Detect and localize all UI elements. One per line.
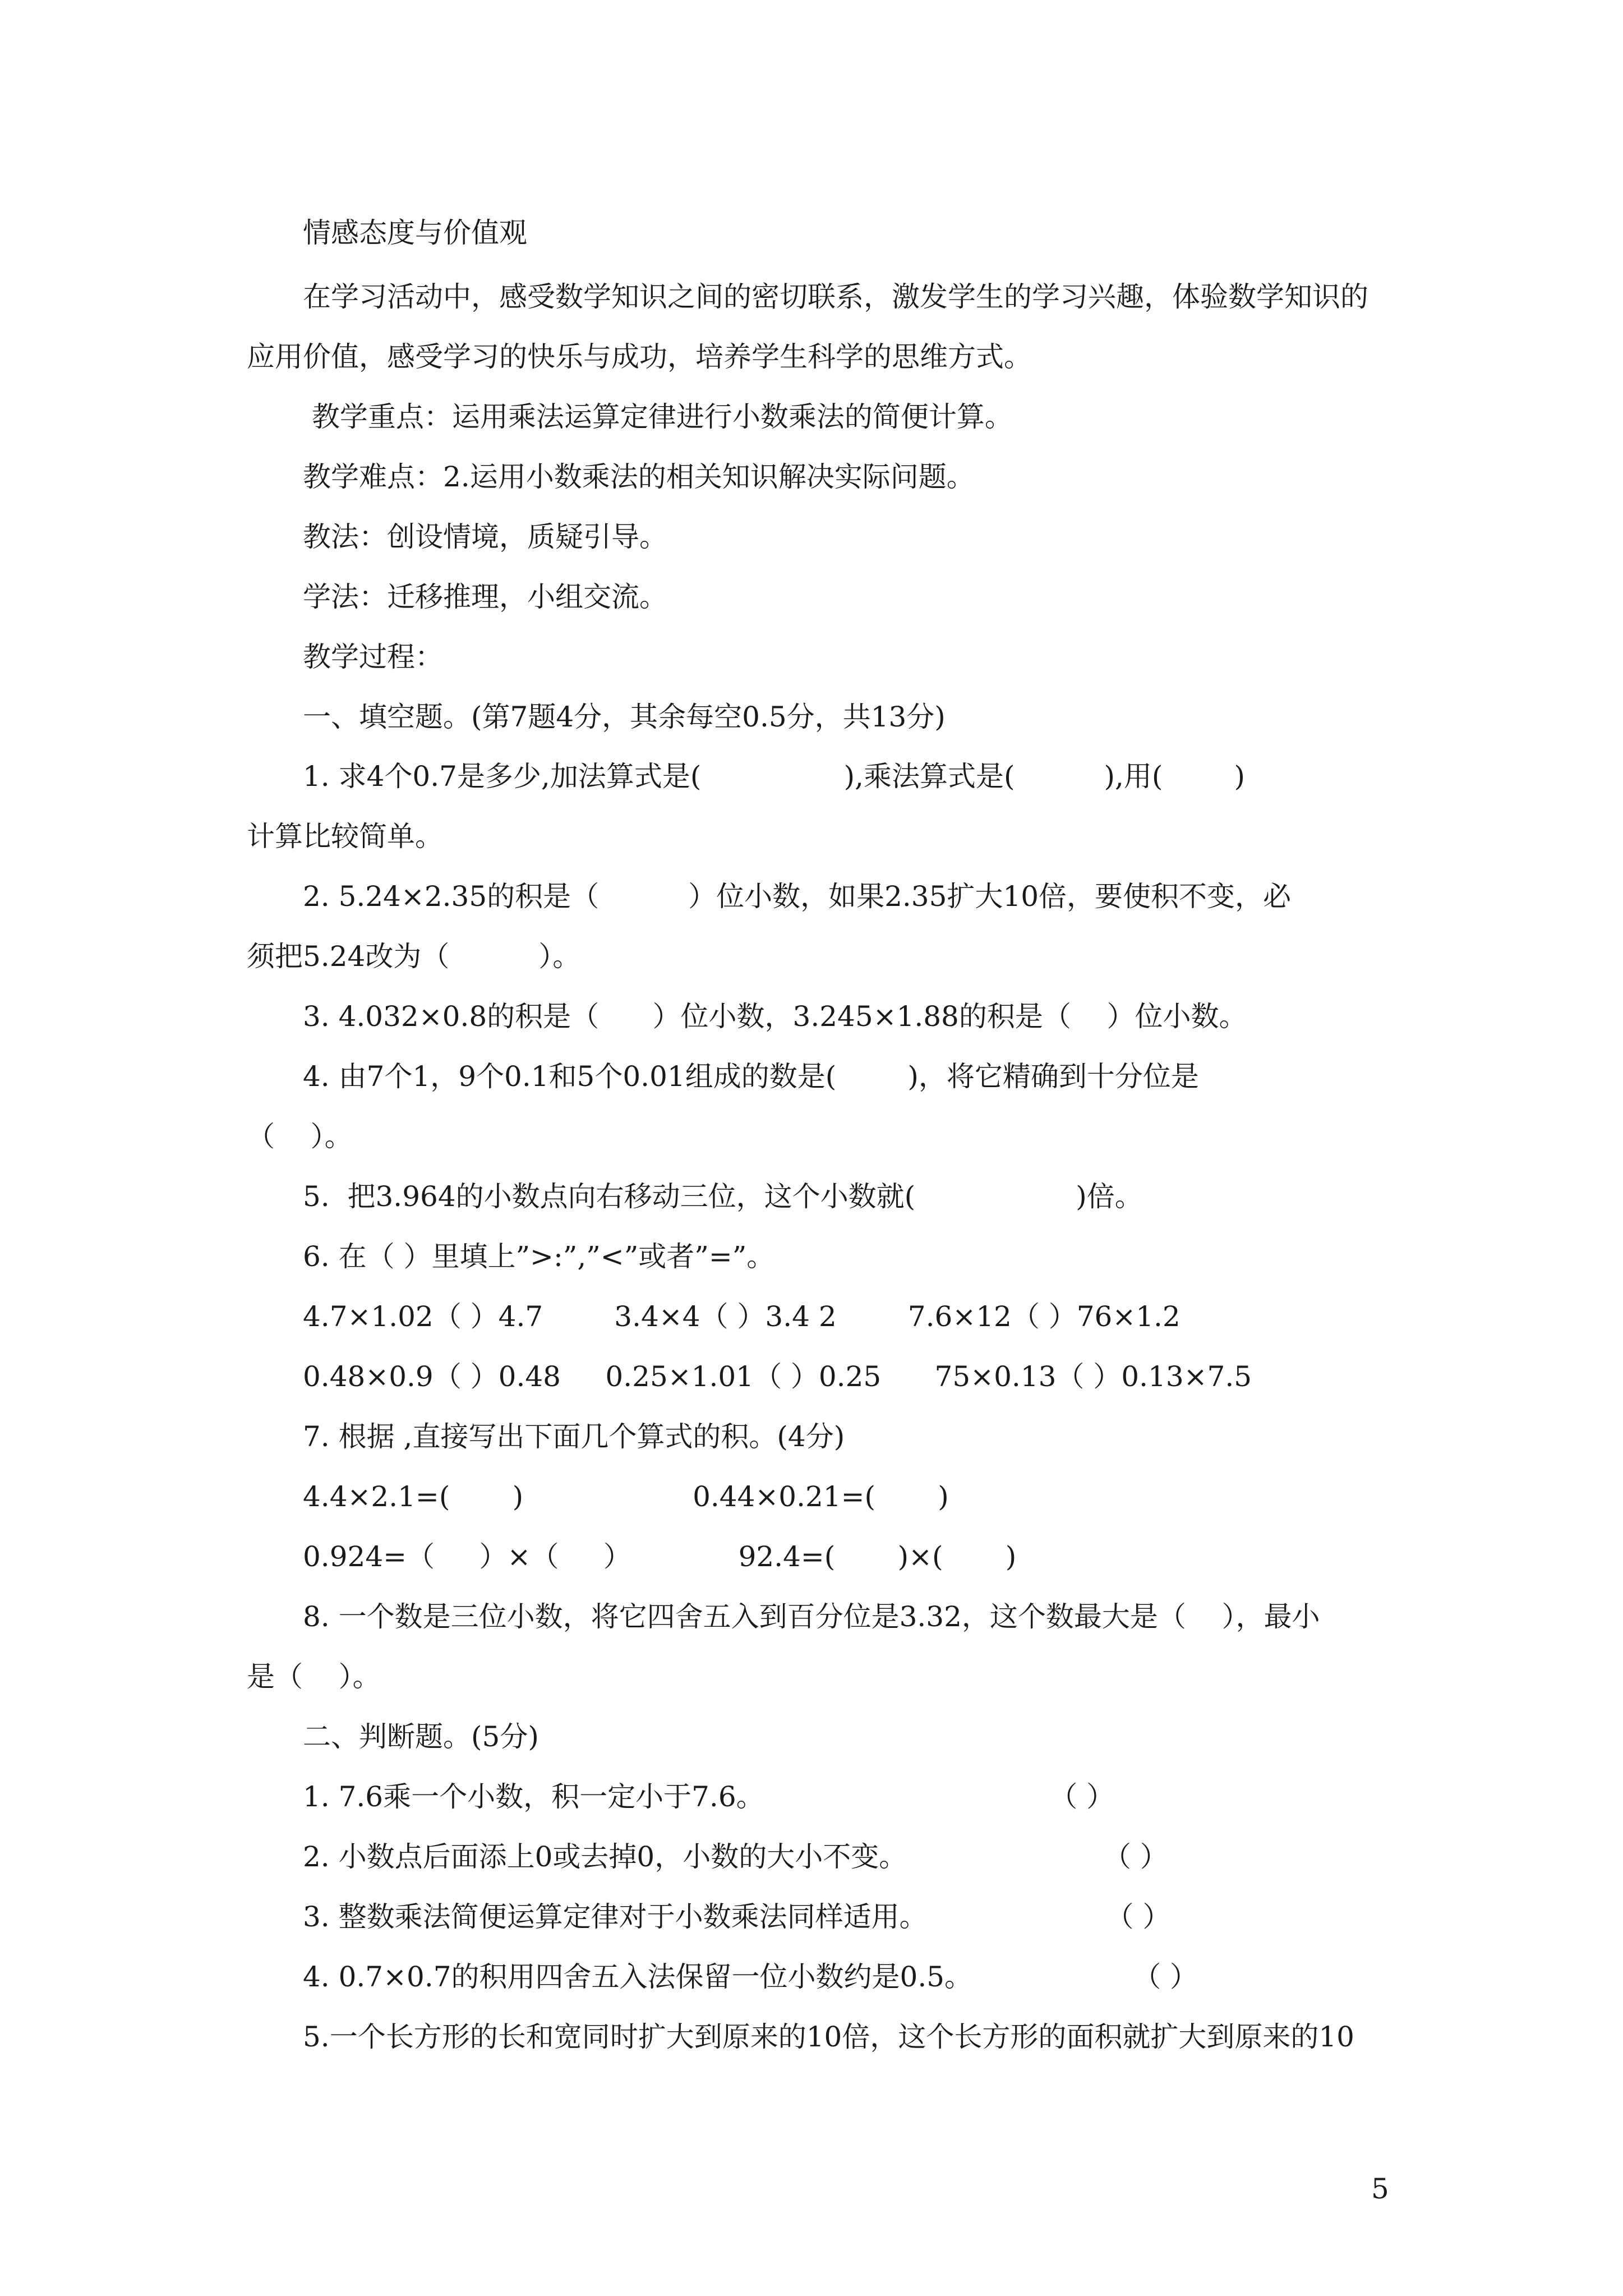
section-heading-attitude: 情感态度与价值观 [303,217,527,249]
comparison-row: 0.48×0.9（ ）0.48 0.25×1.01（ ）0.25 75×0.13（ ）0.13×7.5 [303,1360,1252,1393]
comparison-row: 4.7×1.02（ ）4.7 3.4×4（ ）3.4 2 7.6×12（ ）76×1.2 [303,1300,1181,1333]
question-line: 4. 由7个1，9个0.1和5个0.01组成的数是( )，将它精确到十分位是 [303,1060,1199,1093]
question-line: 2. 5.24×2.35的积是（ ）位小数，如果2.35扩大10倍，要使积不变，必 [303,880,1292,913]
question-line: 1. 求4个0.7是多少,加法算式是( ),乘法算式是( ),用( ) [303,760,1246,793]
question-line: 须把5.24改为（ ）。 [247,940,581,973]
judgement-item: 2. 小数点后面添上0或去掉0，小数的大小不变。 （ ） [303,1841,1168,1873]
question-line: （ ）。 [247,1120,353,1153]
judgement-item: 4. 0.7×0.7的积用四舍五入法保留一位小数约是0.5。 （ ） [303,1961,1198,1993]
question-line: 计算比较简单。 [247,820,443,853]
question-line: 7. 根据 ,直接写出下面几个算式的积。(4分) [303,1420,845,1453]
question-line: 8. 一个数是三位小数，将它四舍五入到百分位是3.32，这个数最大是（ ），最小 [303,1600,1320,1633]
teaching-difficulty: 教学难点：2.运用小数乘法的相关知识解决实际问题。 [303,461,975,493]
question-line: 是（ ）。 [247,1660,381,1693]
judgement-item: 3. 整数乘法简便运算定律对于小数乘法同样适用。 （ ） [303,1901,1171,1933]
paragraph-line: 在学习活动中，感受数学知识之间的密切联系，激发学生的学习兴趣，体验数学知识的 [303,280,1368,313]
product-row: 0.924=（ ）×（ ） 92.4=( )×( ) [303,1540,1017,1573]
paragraph-line: 应用价值，感受学习的快乐与成功，培养学生科学的思维方式。 [247,341,1032,373]
teaching-process: 教学过程： [303,641,443,673]
page-number: 5 [1371,2173,1389,2205]
question-line: 5. 把3.964的小数点向右移动三位，这个小数就( )倍。 [303,1180,1143,1213]
question-line: 3. 4.032×0.8的积是（ ）位小数，3.245×1.88的积是（ ）位小数。 [303,1000,1247,1033]
judgement-item: 5.一个长方形的长和宽同时扩大到原来的10倍，这个长方形的面积就扩大到原来的10 [303,2021,1354,2053]
teaching-focus: 教学重点：运用乘法运算定律进行小数乘法的简便计算。 [303,401,1013,433]
teaching-method: 教法：创设情境，质疑引导。 [303,521,667,553]
question-line: 6. 在（ ）里填上”>:”,”<”或者”=”。 [303,1240,775,1273]
section-heading-true-false: 二、判断题。(5分) [303,1720,539,1753]
section-heading-fill-blank: 一、填空题。(第7题4分，其余每空0.5分，共13分) [303,701,946,733]
product-row: 4.4×2.1=( ) 0.44×0.21=( ) [303,1480,949,1513]
learning-method: 学法：迁移推理，小组交流。 [303,581,667,613]
judgement-item: 1. 7.6乘一个小数，积一定小于7.6。 （ ） [303,1780,1115,1813]
